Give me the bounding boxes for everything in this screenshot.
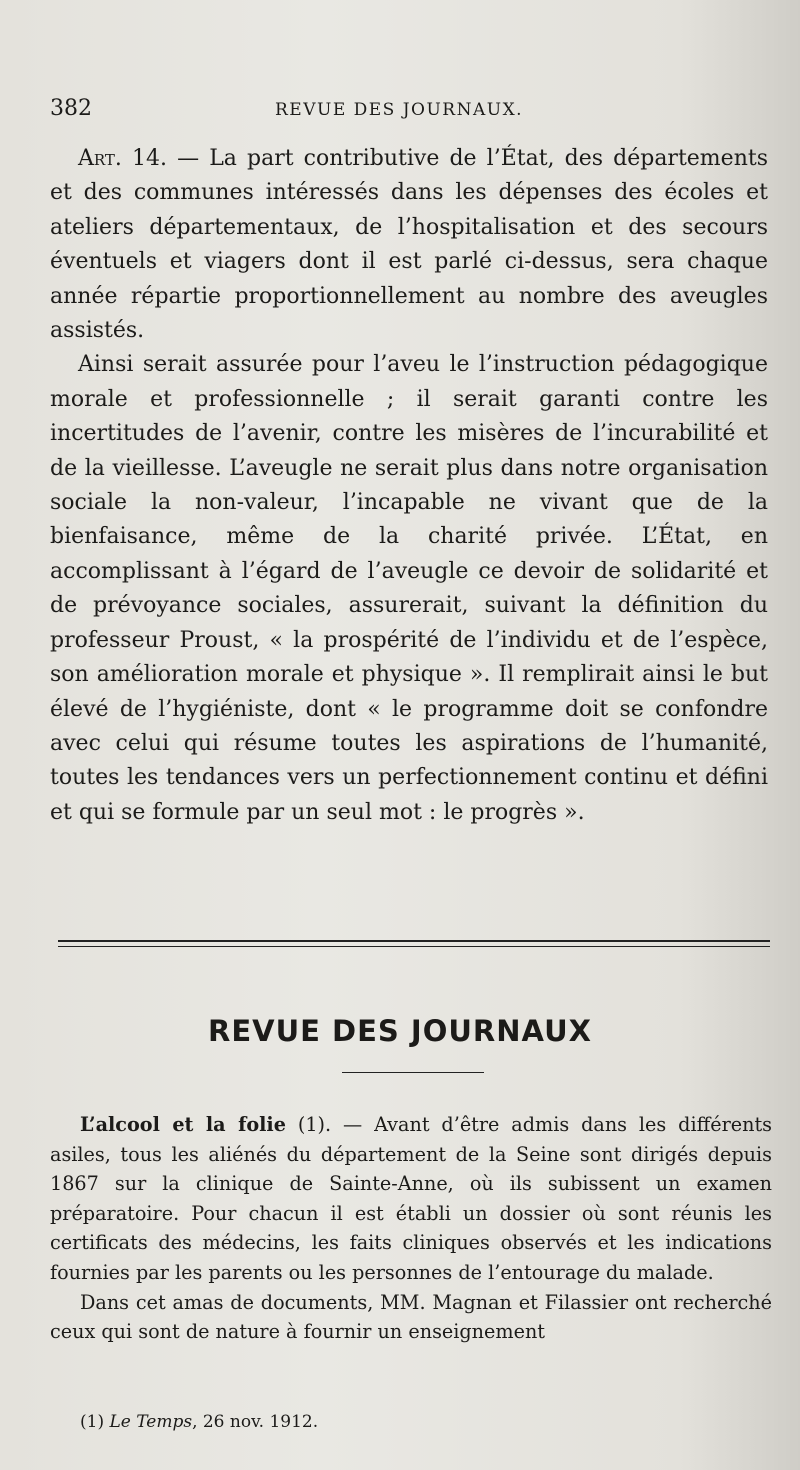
article-14-block: [50, 142, 768, 830]
article-14-paragraph: [50, 142, 768, 348]
article-14-text: — La part contributive de l’État, des départements et des communes intéressés dans les dépenses des écoles et ateliers départementaux, de l’hospitalisation et des secours éventuels et viagers dont il est parlé ci-dessus, sera chaque année répartie proportionnellement au nombre des aveugles assistés.: [50, 146, 768, 344]
page-number: 382: [50, 96, 92, 121]
alcool-paragraph-2: Dans cet amas de documents, MM. Magnan et Filassier ont recherché ceux qui sont de nature à fournir un enseignement: [50, 1290, 772, 1344]
title-underline-rule: [342, 1072, 484, 1073]
footnote-marker: (1): [80, 1412, 105, 1432]
section-title: REVUE DES JOURNAUX: [208, 1014, 592, 1048]
footnote: [80, 1412, 318, 1432]
alcool-heading: L’alcool et la folie: [80, 1113, 286, 1136]
section-divider-rule-thin: [58, 946, 770, 947]
article-label: Art. 14.: [78, 146, 167, 171]
footnote-source: Le Temps: [109, 1412, 193, 1432]
section-divider-rule: [58, 940, 770, 942]
running-head: REVUE DES JOURNAUX.: [275, 100, 524, 120]
page-header: [50, 96, 780, 130]
footnote-date: , 26 nov. 1912.: [192, 1412, 319, 1432]
alcool-text: — Avant d’être admis dans les différents asiles, tous les aliénés du département de la Seine sont dirigés depuis 1867 sur la clinique de Sainte-Anne, où ils subissent un examen préparatoire. Pour chacun il est établi un dossier où sont réunis les certificats des médecins, les faits cliniques observés et les indications fournies par les parents ou les personnes de l’entourage du malade.: [50, 1113, 773, 1284]
alcool-article-block: [50, 1110, 772, 1347]
footnote-reference: (1).: [285, 1113, 332, 1136]
conclusion-paragraph: Ainsi serait assurée pour l’aveu le l’instruction pédagogique morale et professionnelle ; il serait garanti contre les incertitudes de l’avenir, contre les misères de l’incurabilité et de la vieillesse. L’aveugle ne serait plus dans notre organisation sociale la non-valeur, l’incapable ne vivant que de la bienfaisance, même de la charité privée. L’État, en accomplissant à l’égard de l’aveugle ce devoir de solidarité et de prévoyance sociales, assurerait, suivant la définition du professeur Proust, « la prospérité de l’individu et de l’espèce, son amélioration morale et physique ». Il remplirait ainsi le but élevé de l’hygiéniste, dont « le programme doit se confondre avec celui qui résume toutes les aspirations de l’humanité, toutes les tendances vers un perfectionnement continu et défini et qui se formule par un seul mot : le progrès ».: [50, 352, 768, 825]
alcool-paragraph: [50, 1110, 772, 1288]
